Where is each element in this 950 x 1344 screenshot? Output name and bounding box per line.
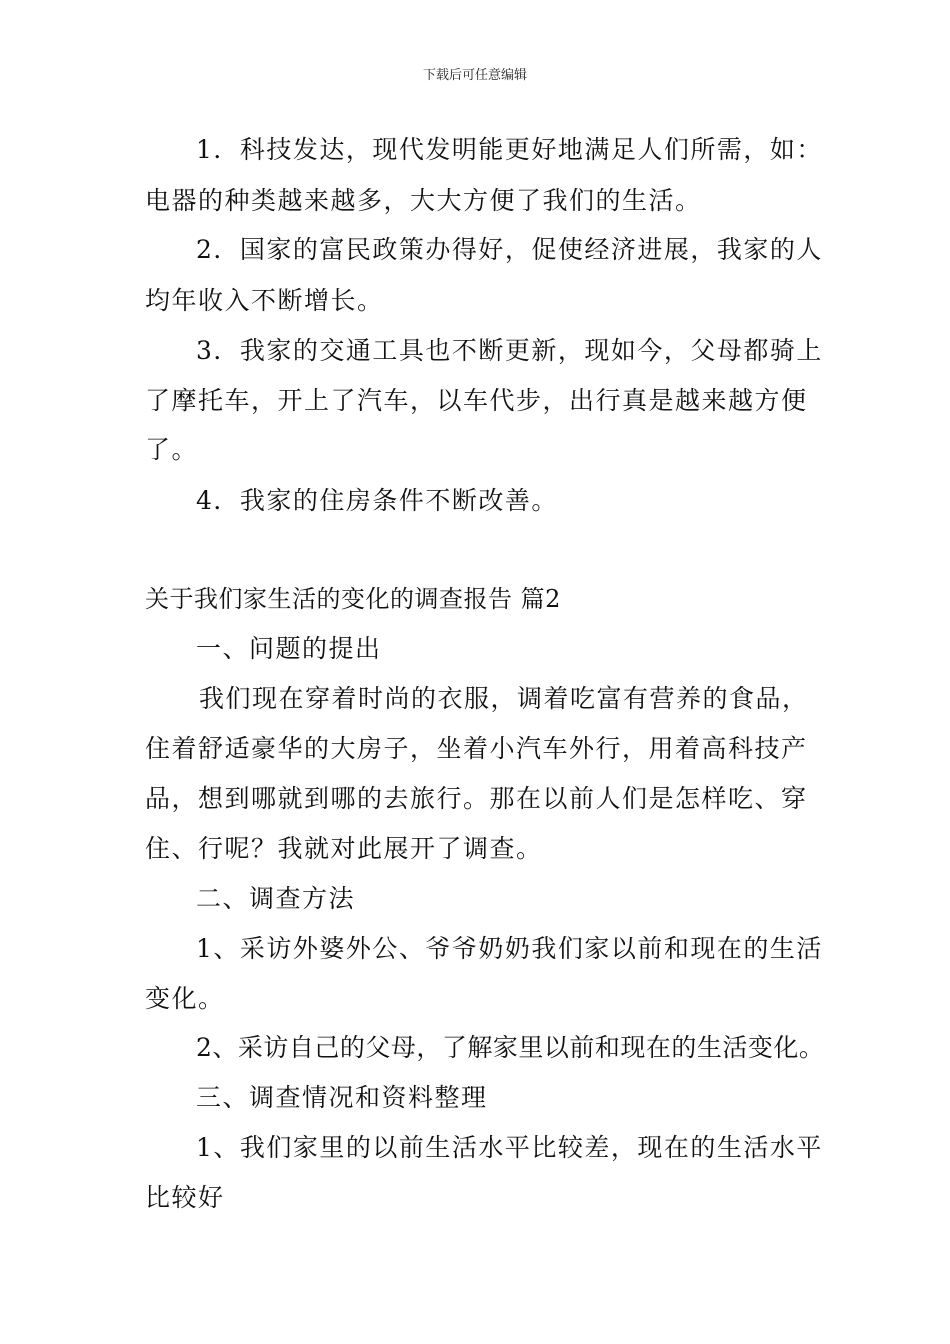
- paragraph-line: 2．国家的富民政策办得好，促使经济进展，我家的人: [196, 235, 823, 264]
- paragraph-line: 均年收入不断增长。: [145, 286, 384, 315]
- paragraph-line: 我们现在穿着时尚的衣服，调着吃富有营养的食品，: [199, 684, 809, 713]
- section-heading: 三、调查情况和资料整理: [196, 1083, 488, 1112]
- paragraph-line: 品，想到哪就到哪的去旅行。那在以前人们是怎样吃、穿: [145, 784, 808, 813]
- paragraph-line: 比较好: [145, 1183, 225, 1212]
- paragraph-line: 了摩托车，开上了汽车，以车代步，出行真是越来越方便: [145, 386, 808, 415]
- paragraph-line: 住着舒适豪华的大房子，坐着小汽车外行，用着高科技产: [145, 734, 808, 763]
- paragraph-line: 电器的种类越来越多，大大方便了我们的生活。: [145, 186, 702, 215]
- paragraph-line: 了。: [145, 435, 199, 464]
- paragraph-line: 4．我家的住房条件不断改善。: [196, 486, 558, 515]
- paragraph-line: 3．我家的交通工具也不断更新，现如今，父母都骑上: [196, 336, 823, 365]
- paragraph-line: 1、我们家里的以前生活水平比较差，现在的生活水平: [196, 1133, 823, 1162]
- section-heading: 一、问题的提出: [196, 634, 382, 663]
- paragraph-line: 1．科技发达，现代发明能更好地满足人们所需，如：: [196, 135, 823, 164]
- paragraph-line: 2、采访自己的父母，了解家里以前和现在的生活变化。: [196, 1033, 825, 1062]
- section-title: 关于我们家生活的变化的调查报告 篇2: [145, 585, 561, 613]
- paragraph-line: 变化。: [145, 984, 225, 1013]
- page-header: 下载后可任意编辑: [422, 68, 527, 83]
- paragraph-line: 住、行呢？我就对此展开了调查。: [145, 834, 543, 863]
- paragraph-line: 1、采访外婆外公、爷爷奶奶我们家以前和现在的生活: [196, 934, 823, 963]
- section-heading: 二、调查方法: [196, 884, 356, 913]
